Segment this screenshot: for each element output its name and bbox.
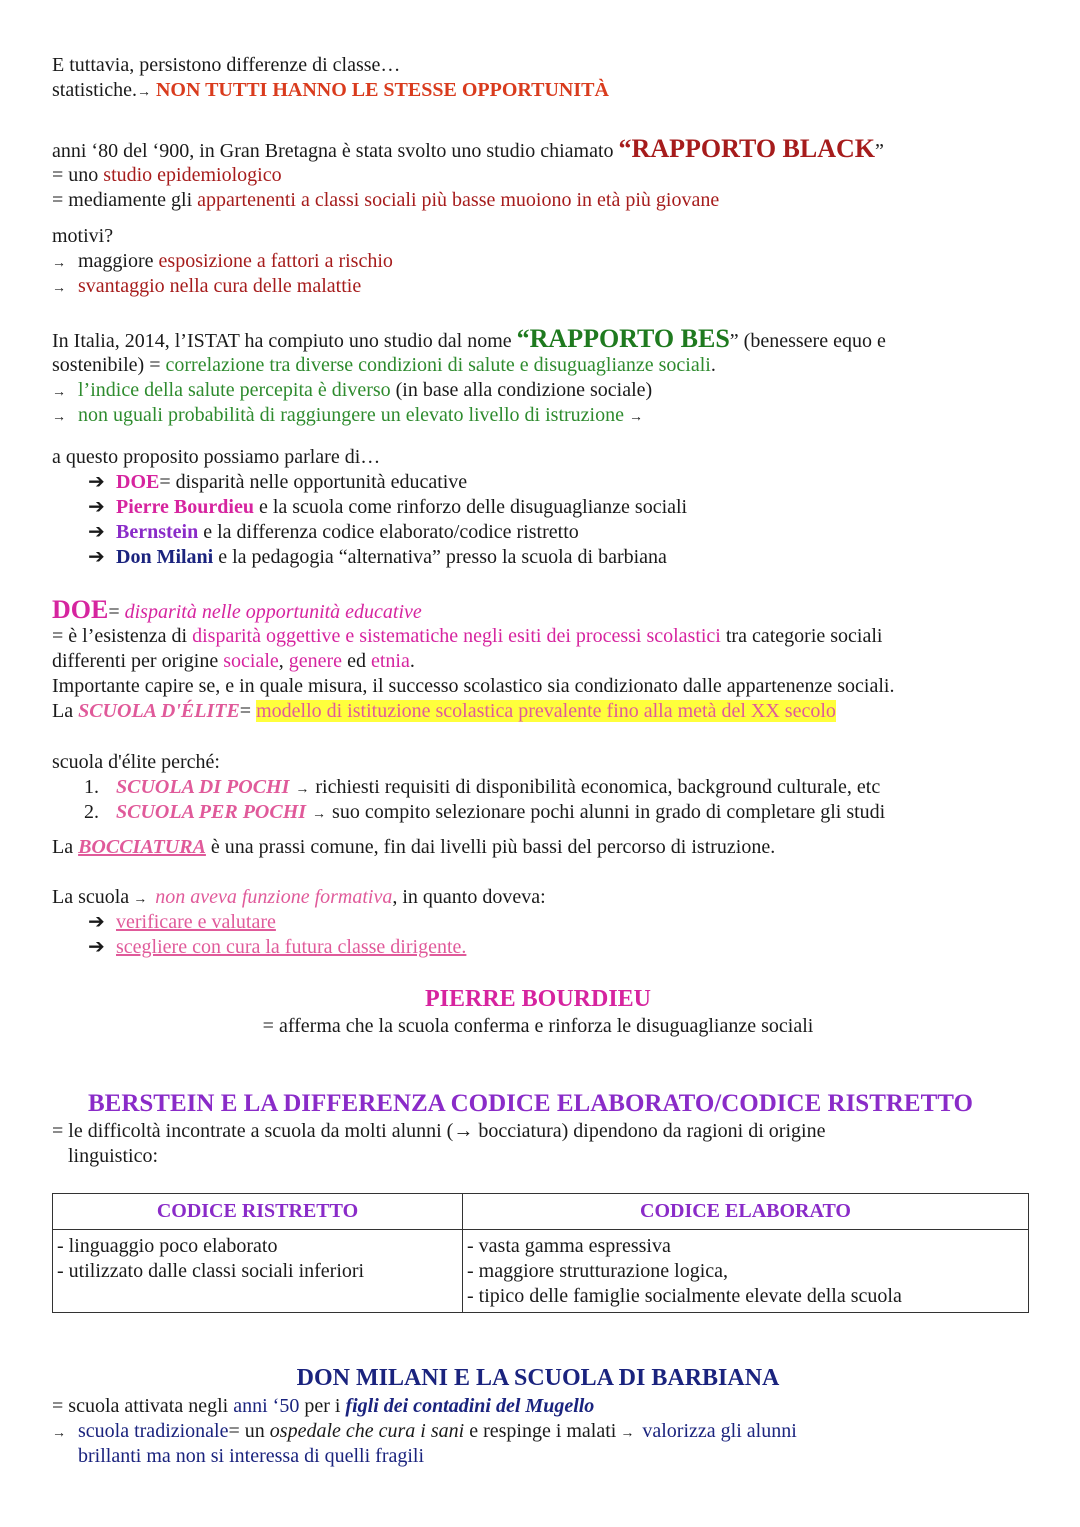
bullet-arrow-icon: ➔: [88, 546, 105, 568]
doe-title: DOE= disparità nelle opportunità educative: [52, 595, 422, 624]
bes-line-4: → non uguali probabilità di raggiungere un elevato livello di istruzione →: [52, 403, 643, 430]
elite-intro: scuola d'élite perché:: [52, 751, 220, 773]
elite-item-2: 2. SCUOLA PER POCHI → suo compito selezionare pochi alunni in grado di completare gli studi: [84, 801, 886, 823]
black-line-1: anni ‘80 del ‘900, in Gran Bretagna è stata svolto uno studio chiamato “RAPPORTO BLACK”: [52, 134, 884, 163]
topic-doe: ➔ DOE= disparità nelle opportunità educative: [88, 471, 468, 493]
motivo-1: → maggiore esposizione a fattori a rischio: [52, 249, 393, 276]
topic-bernstein: ➔ Bernstein e la differenza codice elaborato/codice ristretto: [88, 521, 579, 543]
topic-milani: ➔ Don Milani e la pedagogia “alternativa” presso la scuola di barbiana: [88, 546, 667, 568]
bullet-arrow-icon: ➔: [88, 911, 105, 933]
black-line-3: = mediamente gli appartenenti a classi sociali più basse muoiono in età più giovane: [52, 189, 720, 211]
arrow-icon: →: [52, 256, 66, 271]
intro-line-2: statistiche.→ NON TUTTI HANNO LE STESSE OPPORTUNITÀ: [52, 79, 609, 101]
motivi-label: motivi?: [52, 225, 114, 247]
arrow-icon: →: [295, 782, 310, 797]
table-cell-ristretto: - linguaggio poco elaborato - utilizzato dalle classi sociali inferiori: [53, 1230, 463, 1313]
milani-line-2: → scuola tradizionale= un ospedale che cura i sani e respinge i malati → valorizza gli alunni: [52, 1419, 797, 1446]
bocciatura-line: La BOCCIATURA è una prassi comune, fin dai livelli più bassi del percorso di istruzione.: [52, 836, 776, 858]
doe-line-3: Importante capire se, e in quale misura, il successo scolastico sia condizionato dalle appartenenze sociali.: [52, 675, 895, 697]
arrow-icon: →: [136, 85, 151, 100]
bes-line-3: → l’indice della salute percepita è diverso (in base alla condizione sociale): [52, 378, 652, 405]
scuola-task-2: ➔ scegliere con cura la futura classe dirigente.: [88, 936, 467, 958]
black-line-2: = uno studio epidemiologico: [52, 164, 282, 186]
motivo-2: → svantaggio nella cura delle malattie: [52, 274, 361, 301]
doe-line-2: differenti per origine sociale, genere ed etnia.: [52, 650, 415, 672]
arrow-icon: →: [133, 892, 148, 907]
table-cell-elaborato: - vasta gamma espressiva - maggiore strutturazione logica, - tipico delle famiglie socialmente elevate della scuola: [463, 1230, 1029, 1313]
milani-line-3: brillanti ma non si interessa di quelli fragili: [78, 1445, 425, 1467]
highlighted-text: modello di istituzione scolastica prevalente fino alla metà del XX secolo: [256, 700, 836, 722]
arrow-icon: →: [52, 281, 66, 296]
bullet-arrow-icon: ➔: [88, 471, 105, 493]
table-header-elaborato: CODICE ELABORATO: [463, 1194, 1029, 1230]
doe-line-1: = è l’esistenza di disparità oggettive e sistematiche negli esiti dei processi scolastici tra categorie sociali: [52, 625, 883, 647]
bullet-arrow-icon: ➔: [88, 496, 105, 518]
key-statement: NON TUTTI HANNO LE STESSE OPPORTUNITÀ: [155, 79, 609, 101]
bullet-arrow-icon: ➔: [88, 521, 105, 543]
arrow-icon: →: [312, 807, 327, 822]
doe-line-4: La SCUOLA D'ÉLITE= modello di istituzione scolastica prevalente fino alla metà del XX secolo: [52, 700, 836, 722]
bes-line-2: sostenibile) = correlazione tra diverse condizioni di salute e disuguaglianze sociali.: [52, 354, 716, 376]
intro-line-1: E tuttavia, persistono differenze di classe…: [52, 54, 401, 76]
bes-line-1: In Italia, 2014, l’ISTAT ha compiuto uno studio dal nome “RAPPORTO BES” (benessere equo e: [52, 324, 886, 353]
milani-title: DON MILANI E LA SCUOLA DI BARBIANA: [296, 1365, 780, 1391]
bourdieu-text: = afferma che la scuola conferma e rinforza le disuguaglianze sociali: [262, 1015, 814, 1037]
scuola-line: La scuola → non aveva funzione formativa, in quanto doveva:: [52, 886, 546, 908]
arrow-icon: →: [52, 1426, 66, 1441]
bernstein-line-2: linguistico:: [68, 1145, 158, 1167]
arrow-icon: →: [628, 410, 643, 425]
codes-table: [52, 1193, 1029, 1313]
arrow-icon: →: [52, 410, 66, 425]
elite-item-1: 1. SCUOLA DI POCHI → richiesti requisiti di disponibilità economica, background culturale, etc: [84, 776, 881, 798]
bernstein-title: BERSTEIN E LA DIFFERENZA CODICE ELABORATO/CODICE RISTRETTO: [88, 1090, 973, 1117]
rapporto-bes-title: “RAPPORTO BES: [516, 324, 730, 353]
arrow-icon: →: [620, 1426, 635, 1441]
topics-intro: a questo proposito possiamo parlare di…: [52, 446, 381, 468]
rapporto-black-title: “RAPPORTO BLACK: [618, 134, 876, 163]
bernstein-line-1: = le difficoltà incontrate a scuola da molti alunni (→ bocciatura) dipendono da ragioni di origine: [52, 1120, 826, 1142]
scuola-task-1: ➔ verificare e valutare: [88, 911, 276, 933]
topic-bourdieu: ➔ Pierre Bourdieu e la scuola come rinforzo delle disuguaglianze sociali: [88, 496, 688, 518]
bourdieu-title: PIERRE BOURDIEU: [424, 986, 652, 1012]
bullet-arrow-icon: ➔: [88, 936, 105, 958]
arrow-icon: →: [52, 385, 66, 400]
table-header-ristretto: CODICE RISTRETTO: [53, 1194, 463, 1230]
milani-line-1: = scuola attivata negli anni ‘50 per i figli dei contadini del Mugello: [52, 1395, 595, 1417]
